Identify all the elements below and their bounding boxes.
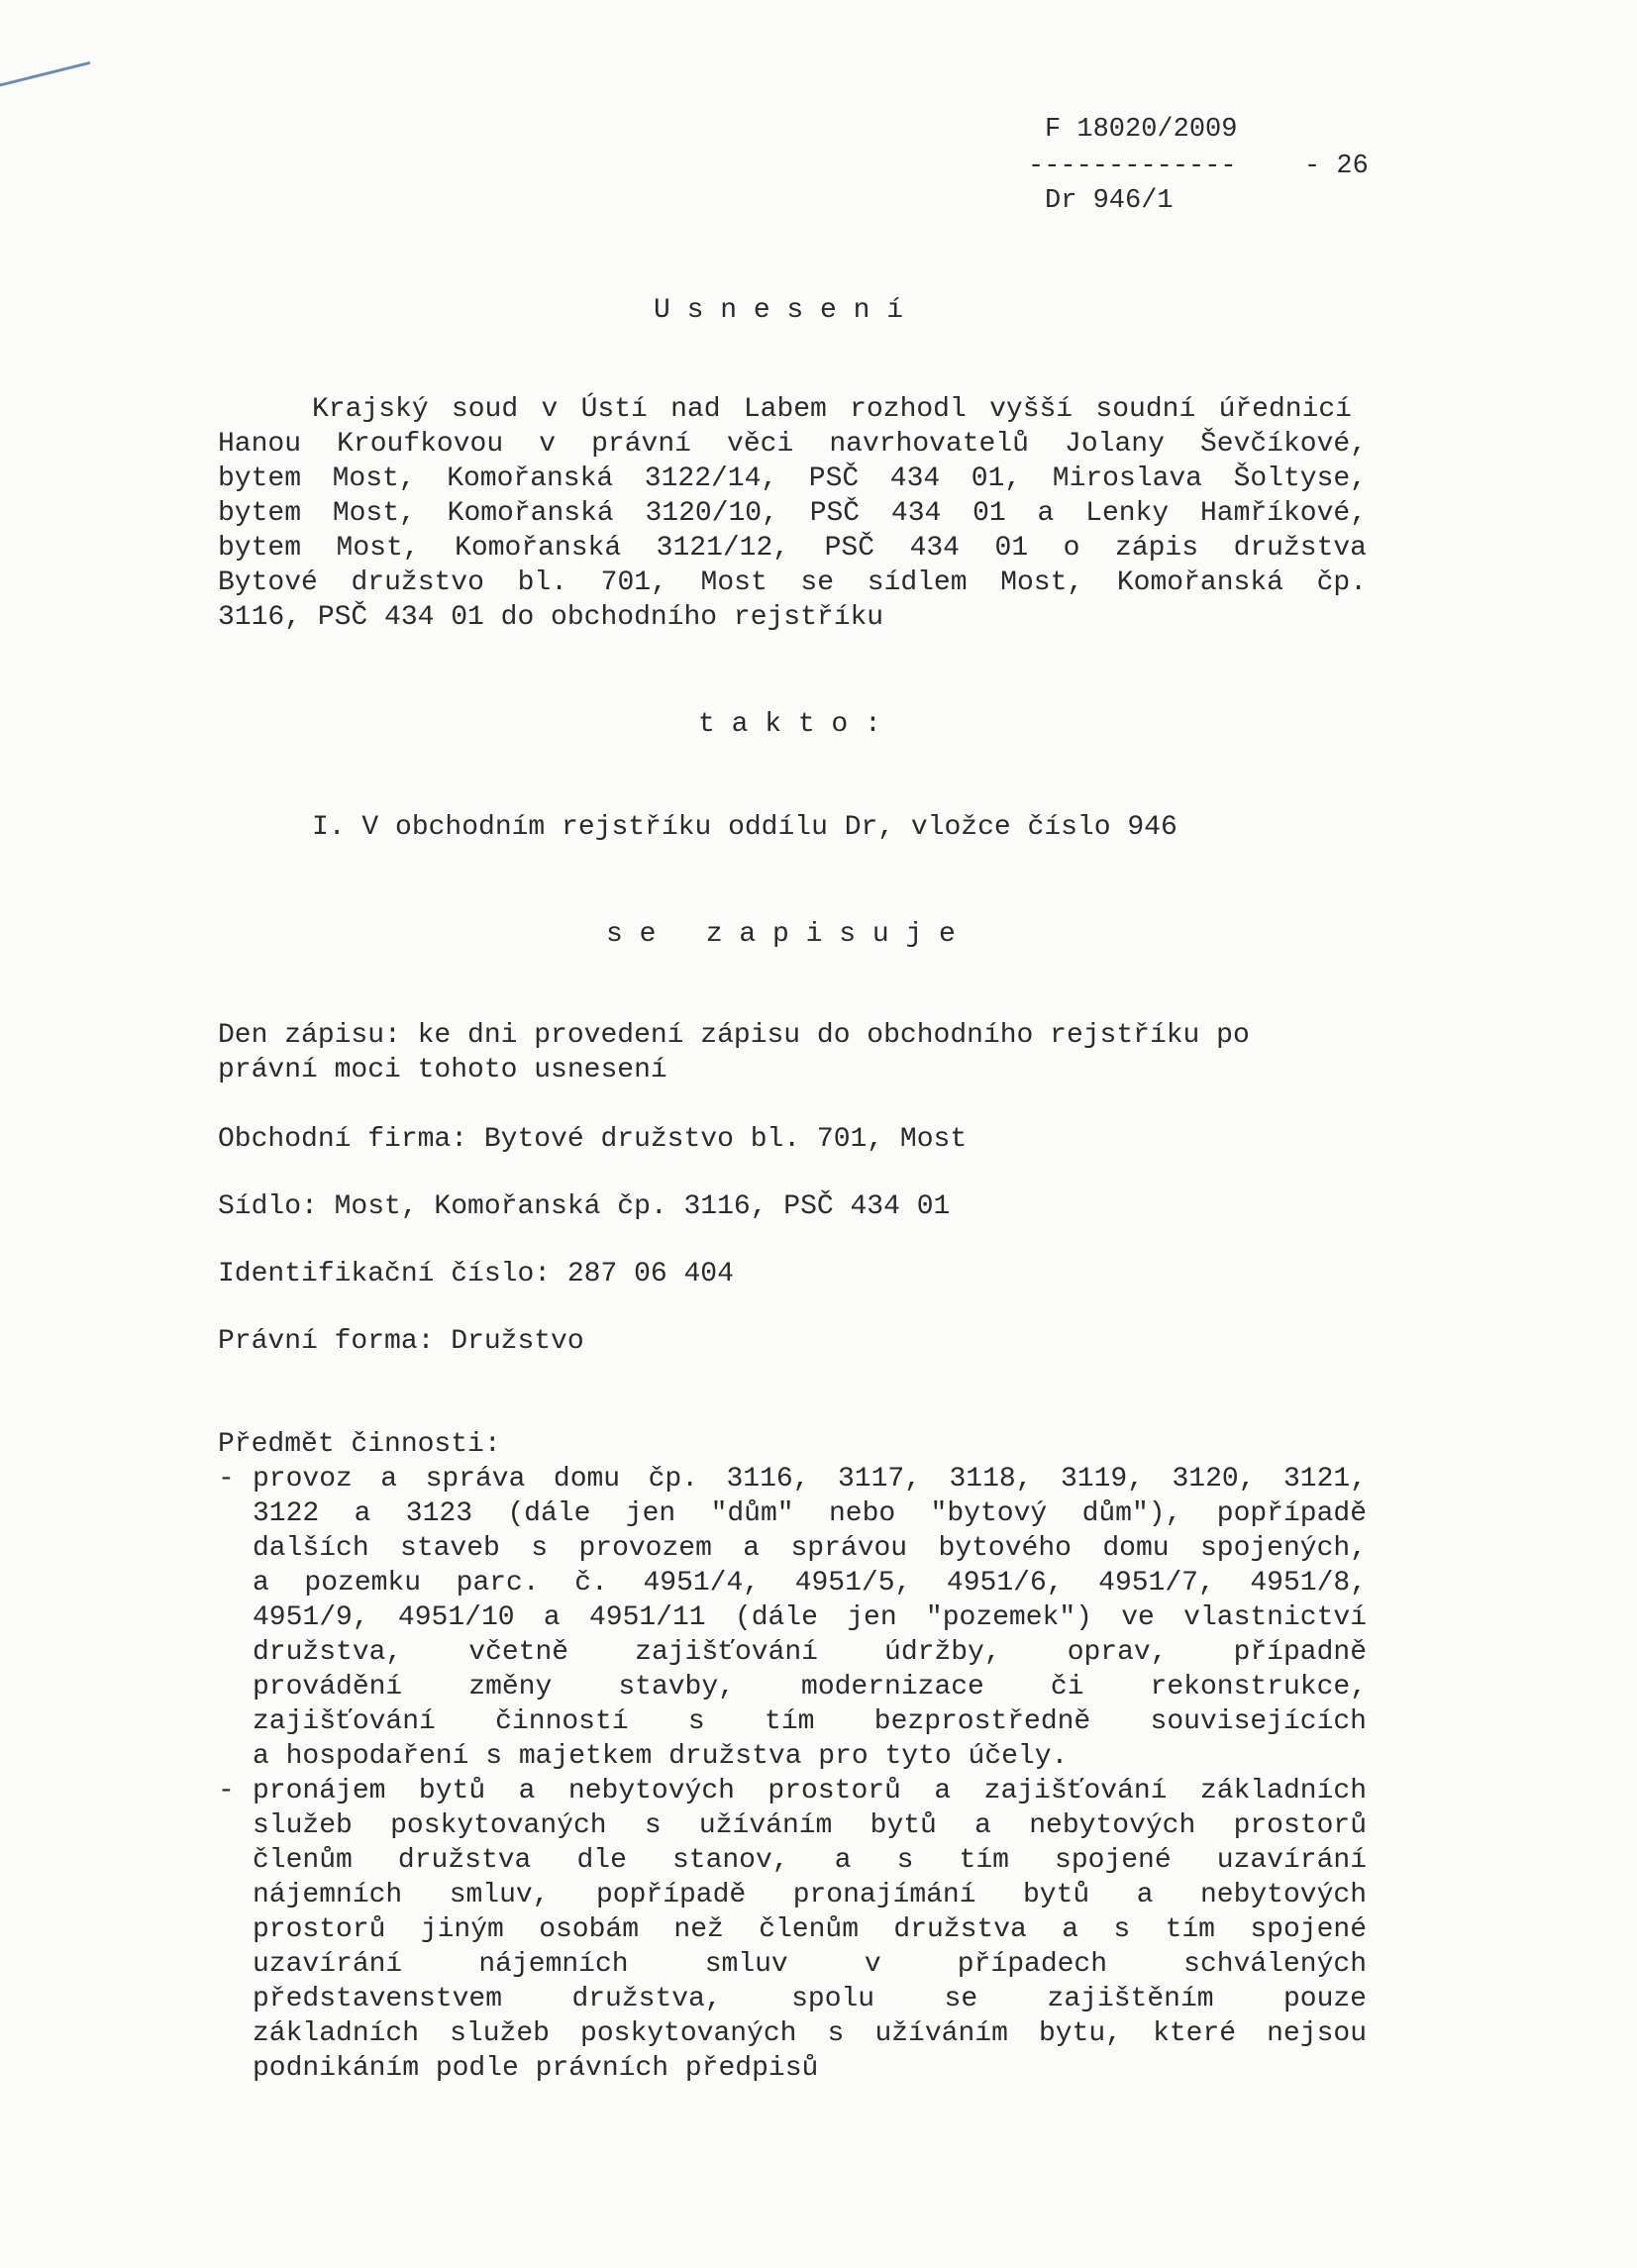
activity-line: a hospodaření s majetkem družstva pro tyto účely. <box>253 1741 1069 1772</box>
sidlo: Sídlo: Most, Komořanská čp. 3116, PSČ 434 01 <box>218 1191 951 1222</box>
activity-line: družstva, včetně zajišťování údržby, oprav, případně <box>253 1637 1367 1668</box>
intro-line: bytem Most, Komořanská 3122/14, PSČ 434 01, Miroslava Šoltyse, <box>218 464 1367 494</box>
activity-line: prostorů jiným osobám než členům družstva a s tím spojené <box>253 1914 1367 1945</box>
activity-line: služeb poskytovaných s užíváním bytů a nebytových prostorů <box>253 1810 1367 1841</box>
page-number: - 26 <box>1304 152 1369 181</box>
activity-line: pronájem bytů a nebytových prostorů a zajišťování základních <box>253 1776 1367 1806</box>
point-one: I. V obchodním rejstříku oddílu Dr, vložce číslo 946 <box>312 812 1177 843</box>
intro-line: bytem Most, Komořanská 3121/12, PSČ 434 01 o zápis družstva <box>218 533 1367 564</box>
activity-line: 4951/9, 4951/10 a 4951/11 (dále jen "pozemek") ve vlastnictví <box>253 1602 1367 1633</box>
activity-line: členům družstva dle stanov, a s tím spojené uzavírání <box>253 1845 1367 1876</box>
predmet-cinnosti-label: Předmět činnosti: <box>218 1429 501 1460</box>
pen-mark <box>0 61 90 88</box>
activity-line: představenstvem družstva, spolu se zajištěním pouze <box>253 1984 1367 2014</box>
den-zapisu-line: Den zápisu: ke dni provedení zápisu do obchodního rejstříku po <box>218 1020 1250 1051</box>
section-reference: Dr 946/1 <box>1045 186 1174 216</box>
activity-line: 3122 a 3123 (dále jen "dům" nebo "bytový dům"), popřípadě <box>253 1498 1367 1529</box>
activity-line: podnikáním podle právních předpisů <box>253 2053 819 2084</box>
activity-line: provoz a správa domu čp. 3116, 3117, 3118, 3119, 3120, 3121, <box>253 1464 1367 1495</box>
activity-line: a pozemku parc. č. 4951/4, 4951/5, 4951/6, 4951/7, 4951/8, <box>253 1568 1367 1598</box>
intro-line: Krajský soud v Ústí nad Labem rozhodl vyšší soudní úřednicí <box>312 394 1352 425</box>
intro-line: 3116, PSČ 434 01 do obchodního rejstříku <box>218 602 884 633</box>
activity-line: uzavírání nájemních smluv v případech schválených <box>253 1949 1367 1980</box>
activity-line: nájemních smluv, popřípadě pronajímání bytů a nebytových <box>253 1880 1367 1910</box>
header-dashes: ------------- <box>1028 152 1237 181</box>
file-reference: F 18020/2009 <box>1045 115 1238 145</box>
bullet-dash: - <box>218 1464 235 1495</box>
document-title: U s n e s e n í <box>654 295 904 326</box>
takto-heading: t a k t o : <box>698 709 881 740</box>
pravni-forma: Právní forma: Družstvo <box>218 1326 584 1357</box>
activity-line: dalších staveb s provozem a správou bytového domu spojených, <box>253 1533 1367 1564</box>
activity-line: provádění změny stavby, modernizace či rekonstrukce, <box>253 1672 1367 1702</box>
obchodni-firma: Obchodní firma: Bytové družstvo bl. 701, Most <box>218 1124 968 1155</box>
intro-line: Hanou Kroufkovou v právní věci navrhovatelů Jolany Ševčíkové, <box>218 429 1367 460</box>
identifikacni-cislo: Identifikační číslo: 287 06 404 <box>218 1259 734 1289</box>
activity-line: zajišťování činností s tím bezprostředně souvisejících <box>253 1706 1367 1737</box>
intro-line: Bytové družstvo bl. 701, Most se sídlem Most, Komořanská čp. <box>218 567 1367 598</box>
zapisuje-heading: s e z a p i s u j e <box>606 919 956 950</box>
den-zapisu-line: právní moci tohoto usnesení <box>218 1055 667 1085</box>
activity-line: základních služeb poskytovaných s užíváním bytu, které nejsou <box>253 2018 1367 2049</box>
intro-line: bytem Most, Komořanská 3120/10, PSČ 434 01 a Lenky Hamříkové, <box>218 498 1367 529</box>
bullet-dash: - <box>218 1776 235 1806</box>
